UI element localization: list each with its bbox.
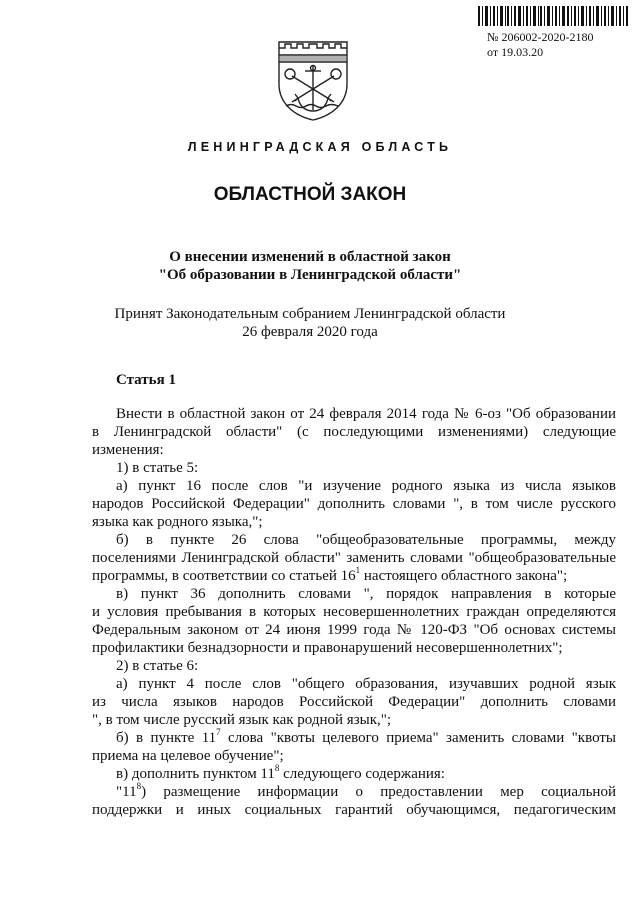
law-title-line-1: О внесении изменений в областной закон [169, 249, 451, 265]
body-line: 1) в статье 5: [116, 460, 199, 476]
body-line: а) пункт 16 после слов "и изучение родного языка из числа языков [116, 478, 616, 494]
registration-date: от 19.03.20 [487, 45, 544, 59]
body-line: 2) в статье 6: [116, 658, 199, 674]
superscript: 1 [355, 565, 361, 575]
body-text: слова "квоты целевого приема" заменить словами "квоты [220, 730, 616, 746]
registration-number: № 206002-2020-2180 [487, 30, 594, 44]
barcode-image [478, 6, 628, 26]
body-line: языка как родного языка,"; [92, 514, 263, 530]
body-line [116, 729, 616, 747]
body-line: и условия пребывания в которых несовершеннолетних граждан определяются [92, 604, 616, 620]
body-line: в Ленинградской области" (с последующими изменениями) следующие [92, 424, 616, 440]
article-heading: Статья 1 [116, 372, 176, 388]
body-line: Федеральным законом от 24 июня 1999 года № 120-ФЗ "Об основах системы [92, 622, 616, 638]
body-line: из числа языков народов Российской Федерации" дополнить словами [92, 694, 616, 710]
body-line: Внести в областной закон от 24 февраля 2014 года № 6-оз "Об образовании [116, 406, 616, 422]
registration-stamp [487, 30, 593, 60]
body-text: следующего содержания: [279, 766, 445, 782]
body-line [116, 765, 445, 783]
body-text: программы, в соответствии со статьей 16 [92, 568, 356, 584]
body-text: настоящего областного закона"; [360, 568, 568, 584]
body-line: поселениями Ленинградской области" заменить словами "общеобразовательные [92, 550, 616, 566]
body-line: а) пункт 4 после слов "общего образования, изучавших родной язык [116, 676, 616, 692]
body-text: в) дополнить пунктом 11 [116, 766, 275, 782]
body-line: б) в пункте 26 слова "общеобразовательные программы, между [116, 532, 616, 548]
body-line: изменения: [92, 442, 164, 458]
body-line: ", в том числе русский язык как родной язык,"; [92, 712, 392, 728]
body-text: б) в пункте 11 [116, 730, 217, 746]
adoption-line-1: Принят Законодательным собранием Ленинградской области [114, 306, 506, 322]
superscript: 7 [216, 727, 221, 737]
superscript: 8 [274, 763, 280, 773]
law-title-line-2: "Об образовании в Ленинградской области" [158, 267, 462, 283]
superscript: 8 [136, 781, 142, 791]
body-line [116, 783, 616, 801]
body-line: приема на целевое обучение"; [92, 748, 284, 764]
law-type-heading: ОБЛАСТНОЙ ЗАКОН [213, 184, 407, 205]
body-line [92, 567, 567, 585]
adoption-date: 26 февраля 2020 года [242, 324, 378, 340]
body-line: в) пункт 36 дополнить словами ", порядок направления в которые [116, 586, 616, 602]
body-line: профилактики безнадзорности и правонарушений несовершеннолетних"; [92, 640, 563, 656]
body-line: поддержки и иных социальных гарантий обучающимся, педагогическим [92, 802, 616, 818]
coat-of-arms-icon [276, 38, 350, 122]
body-line: народов Российской Федерации" дополнить словами ", в том числе русского [92, 496, 616, 512]
region-heading: ЛЕНИНГРАДСКАЯ ОБЛАСТЬ [187, 140, 453, 154]
body-text: "11 [116, 784, 137, 800]
body-text: ) размещение информации о предоставлении мер социальной [141, 784, 616, 800]
